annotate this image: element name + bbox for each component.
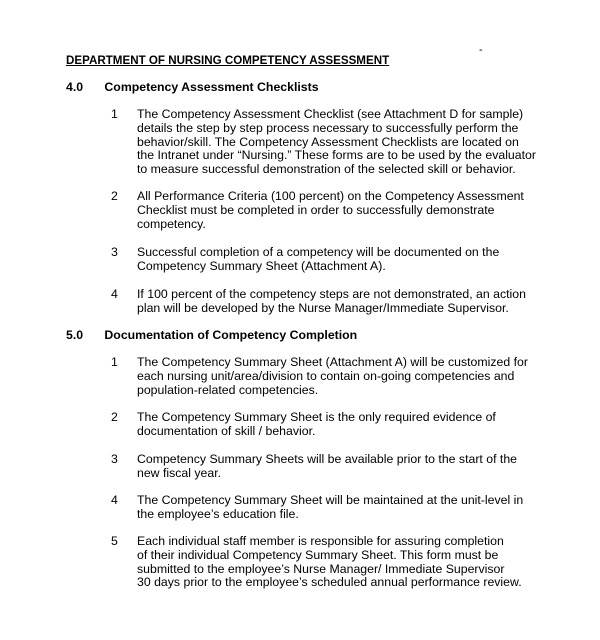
item-line: The Competency Summary Sheet will be maintained at the unit-level in (137, 493, 524, 507)
item-text (137, 535, 547, 590)
item-line: plan will be developed by the Nurse Manager/Immediate Supervisor. (137, 300, 509, 315)
item-text (137, 494, 547, 522)
item-line: Checklist must be completed in order to successfully demonstrate (137, 202, 495, 217)
item-text (137, 356, 547, 397)
item-text (137, 190, 547, 231)
item-number: 1 (111, 355, 118, 369)
item-number: 2 (111, 189, 118, 203)
section-heading (66, 329, 357, 343)
document-title: DEPARTMENT OF NURSING COMPETENCY ASSESSMENT (66, 54, 390, 67)
item-line: submitted to the employee’s Nurse Manager/ Immediate Supervisor (137, 561, 505, 576)
item-line: the employee’s education file. (137, 506, 299, 521)
item-line: new fiscal year. (137, 465, 222, 480)
item-line: Competency Summary Sheets will be available prior to the start of the (137, 452, 518, 466)
item-text (137, 108, 547, 177)
item-text (137, 453, 547, 481)
item-line: details the step by step process necessary to successfully perform the (137, 120, 519, 135)
item-line: If 100 percent of the competency steps are not demonstrated, an action (137, 287, 526, 301)
item-line: 30 days prior to the employee’s scheduled annual performance review. (137, 575, 522, 590)
item-line: population-related competencies. (137, 382, 319, 397)
item-text (137, 246, 547, 274)
section-title: Documentation of Competency Completion (104, 328, 358, 342)
item-number: 2 (111, 410, 118, 424)
section-heading (66, 81, 319, 95)
item-number: 4 (111, 493, 118, 507)
item-line: The Competency Summary Sheet (Attachment A) will be customized for (137, 355, 528, 369)
item-text (137, 411, 547, 439)
item-line: Successful completion of a competency will be documented on the (137, 245, 500, 259)
item-number: 1 (111, 107, 118, 121)
item-line: of their individual Competency Summary Sheet. This form must be (137, 547, 499, 562)
section-title: Competency Assessment Checklists (104, 80, 319, 94)
item-number: 3 (111, 245, 118, 259)
item-line: competency. (137, 216, 206, 231)
item-line: each nursing unit/area/division to contain on-going competencies and (137, 368, 515, 383)
item-number: 3 (111, 452, 118, 466)
item-number: 5 (111, 534, 118, 548)
section-number: 5.0 (66, 328, 84, 342)
item-line: Each individual staff member is responsible for assuring completion (137, 534, 504, 548)
item-line: to measure successful demonstration of the selected skill or behavior. (137, 162, 516, 177)
item-line: Competency Summary Sheet (Attachment A). (137, 258, 386, 273)
item-line: The Competency Summary Sheet is the only required evidence of (137, 410, 496, 424)
section-number: 4.0 (66, 80, 84, 94)
corner-mark: - (479, 44, 483, 56)
item-line: The Competency Assessment Checklist (see Attachment D for sample) (137, 107, 524, 121)
item-line: behavior/skill. The Competency Assessment Checklists are located on (137, 134, 519, 149)
item-line: documentation of skill / behavior. (137, 423, 316, 438)
item-line: All Performance Criteria (100 percent) on the Competency Assessment (137, 189, 524, 203)
item-number: 4 (111, 287, 118, 301)
item-text (137, 288, 547, 316)
item-line: the Intranet under “Nursing.” These forms are to be used by the evaluator (137, 148, 536, 163)
